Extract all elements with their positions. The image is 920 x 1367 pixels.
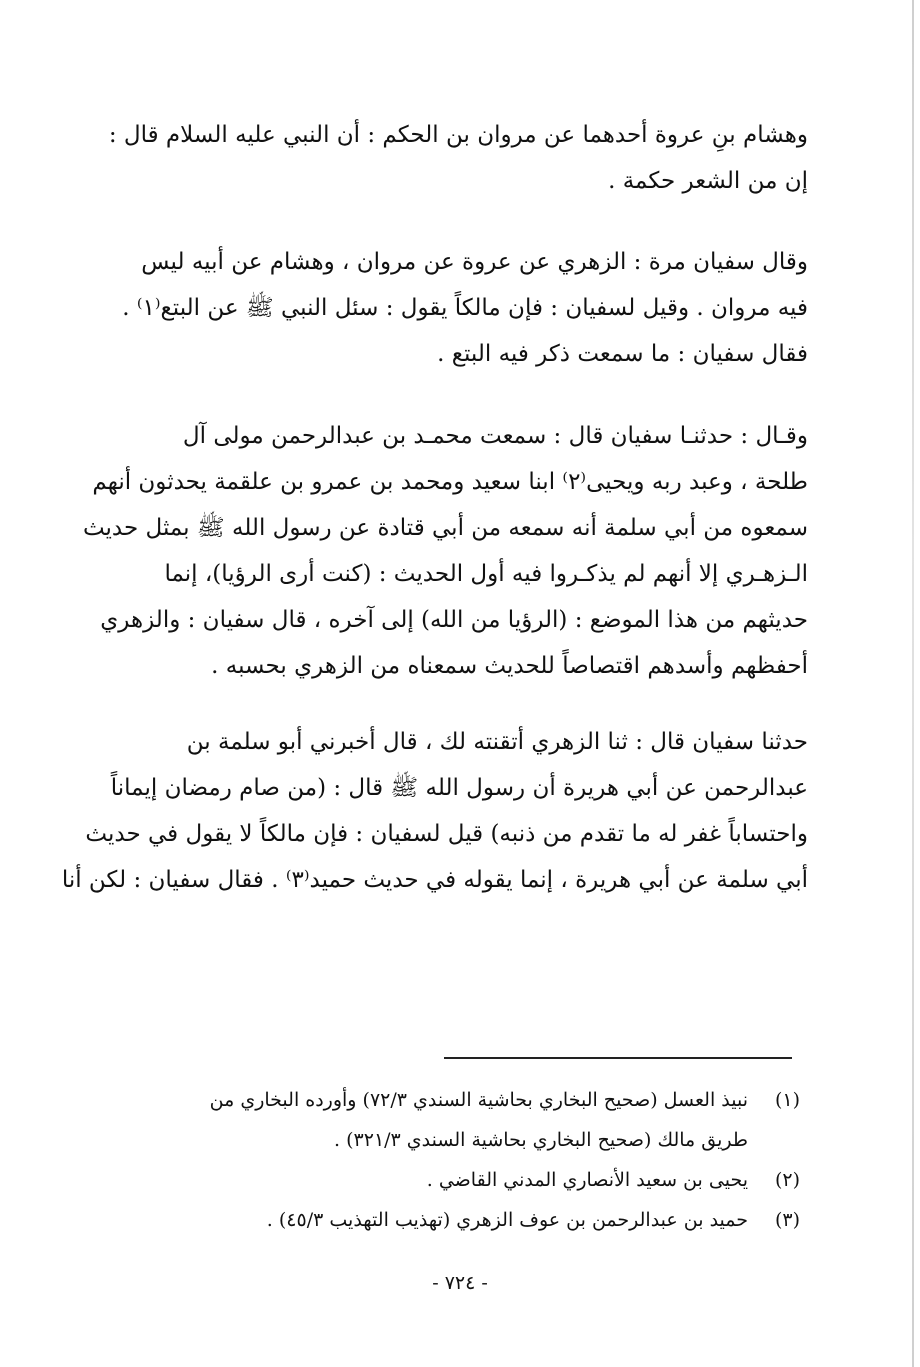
footnote-number: (٢)	[774, 1169, 800, 1191]
footnote-2	[96, 1160, 800, 1200]
text-line: وقال سفيان مرة : الزهري عن عروة عن مروان ، وهشام عن أبيه ليس	[141, 249, 808, 275]
text-line: سمعوه من أبي سلمة أنه سمعه من أبي قتادة عن رسول الله ﷺ بمثل حديث	[82, 515, 808, 541]
footnote-3	[96, 1200, 800, 1240]
text-line: طلحة ، وعبد ربه ويحيى⁽٢⁾ ابنا سعيد ومحمد بن عمرو بن علقمة يحدثون أنهم	[92, 469, 808, 495]
scan-edge	[912, 0, 914, 1367]
footnote-1	[96, 1080, 800, 1160]
footnote-line: يحيى بن سعيد الأنصاري المدني القاضي .	[426, 1169, 748, 1191]
text-line: فقال سفيان : ما سمعت ذكر فيه البتع .	[437, 341, 808, 367]
text-line: وقـال : حدثنـا سفيان قال : سمعت محمـد بن عبدالرحمن مولى آل	[182, 423, 808, 449]
text-line: أبي سلمة عن أبي هريرة ، إنما يقوله في حديث حميد⁽٣⁾ . فقال سفيان : لكن أنا	[61, 867, 808, 893]
footnote-line: حميد بن عبدالرحمن بن عوف الزهري (تهذيب التهذيب ٤٥/٣) .	[266, 1209, 748, 1231]
paragraph-1	[98, 112, 808, 204]
footnote-line: طريق مالك (صحيح البخاري بحاشية السندي ٣٢١/٣) .	[334, 1129, 748, 1151]
paragraph-3	[82, 413, 808, 689]
text-line: وهشام بنِ عروة أحدهما عن مروان بن الحكم : أن النبي عليه السلام قال :	[108, 122, 808, 148]
footnote-number: (١)	[774, 1089, 800, 1111]
text-line: فيه مروان . وقيل لسفيان : فإن مالكاً يقول : سئل النبي ﷺ عن البتع⁽١⁾ .	[122, 295, 808, 321]
footnote-separator	[444, 1057, 792, 1059]
footnote-number: (٣)	[774, 1209, 800, 1231]
text-line: أحفظهم وأسدهم اقتصاصاً للحديث سمعناه من الزهري بحسبه .	[211, 653, 808, 679]
footnotes	[96, 1080, 800, 1240]
paragraph-2	[98, 239, 808, 377]
text-line: إن من الشعر حكمة .	[608, 168, 808, 194]
text-line: عبدالرحمن عن أبي هريرة أن رسول الله ﷺ قال : (من صام رمضان إيماناً	[110, 775, 808, 801]
text-line: واحتساباً غفر له ما تقدم من ذنبه) قيل لسفيان : فإن مالكاً لا يقول في حديث	[85, 821, 808, 847]
footnote-text	[96, 1200, 748, 1240]
footnote-text	[96, 1080, 748, 1160]
footnote-line: نبيذ العسل (صحيح البخاري بحاشية السندي ٧٢/٣) وأورده البخاري من	[209, 1089, 748, 1111]
text-line: حديثهم من هذا الموضع : (الرؤيا من الله) إلى آخره ، قال سفيان : والزهري	[100, 607, 808, 633]
paragraph-4	[61, 719, 808, 903]
footnote-text	[96, 1160, 748, 1200]
text-line: الـزهـري إلا أنهم لم يذكـروا فيه أول الحديث : (كنت أرى الرؤيا)، إنما	[164, 561, 808, 587]
page-number: - ٧٢٤ -	[432, 1272, 488, 1294]
text-line: حدثنا سفيان قال : ثنا الزهري أتقنته لك ، قال أخبرني أبو سلمة بن	[186, 729, 808, 755]
